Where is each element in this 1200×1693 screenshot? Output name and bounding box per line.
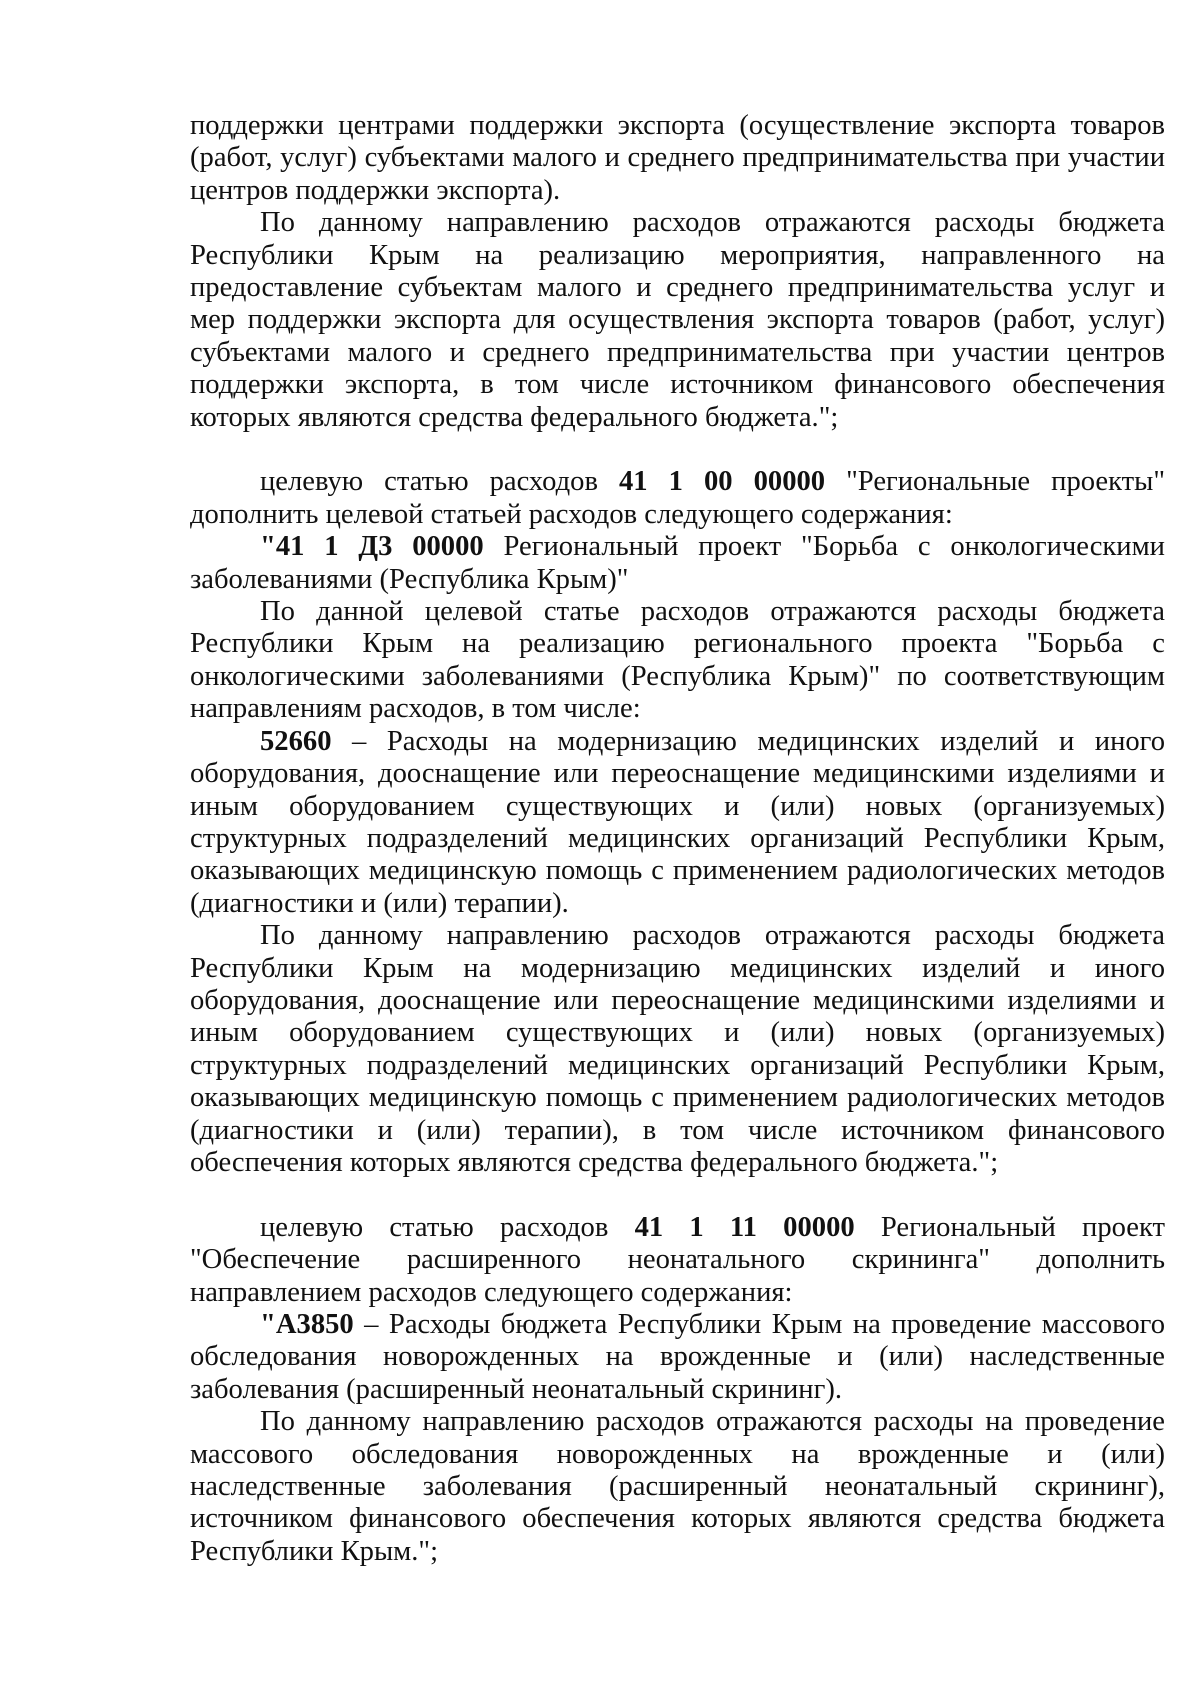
paragraph-6-text: – Расходы на модернизацию медицинских изделий и иного оборудования, дооснащение или переоснащение медицинскими изделиями и иным оборудованием существующих и (или) новых (организуемых) структурных подразделений медицинских организаций Республики Крым, оказывающих медицинскую помощь с применением радиологических методов (диагностики и (или) терапии). bbox=[190, 725, 1165, 919]
paragraph-9-text: – Расходы бюджета Республики Крым на проведение массового обследования новорожденных на врожденные и (или) наследственные заболевания (расширенный неонатальный скрининг). bbox=[190, 1309, 1165, 1405]
paragraph-8-lead: целевую статью расходов bbox=[260, 1211, 635, 1243]
paragraph-3-tail: "Региональные проекты" дополнить целевой статьей расходов следующего содержания: bbox=[190, 466, 1165, 530]
expense-direction-code: 52660 bbox=[260, 725, 332, 757]
paragraph-3-lead: целевую статью расходов bbox=[260, 466, 619, 498]
expense-direction-code-2: "А3850 bbox=[260, 1309, 354, 1340]
paragraph-1: поддержки центрами поддержки экспорта (осуществление экспорта товаров (работ, услуг) субъектами малого и среднего предпринимательства при участии центров поддержки экспорта). bbox=[190, 110, 1165, 206]
target-article-code-2: 41 1 11 00000 bbox=[634, 1211, 855, 1243]
paragraph-2: По данному направлению расходов отражаются расходы бюджета Республики Крым на реализацию мероприятия, направленного на предоставление субъектам малого и среднего предпринимательства услуг и мер поддержки экспорта для осуществления экспорта товаров (работ, услуг) субъектами малого и среднего предпринимательства при участии центров поддержки экспорта, в том числе источником финансового обеспечения которых являются средства федерального бюджета."; bbox=[190, 207, 1165, 433]
paragraph-4-text: Региональный проект "Борьба с онкологическими заболеваниями (Республика Крым)" bbox=[190, 531, 1165, 595]
paragraph-7: По данному направлению расходов отражаются расходы бюджета Республики Крым на модернизацию медицинских изделий и иного оборудования, дооснащение или переоснащение медицинскими изделиями и иным оборудованием существующих и (или) новых (организуемых) структурных подразделений медицинских организаций Республики Крым, оказывающих медицинскую помощь с применением радиологических методов (диагностики и (или) терапии), в том числе источником финансового обеспечения которых являются средства федерального бюджета."; bbox=[190, 920, 1165, 1178]
paragraph-6 bbox=[190, 726, 1165, 920]
paragraph-8 bbox=[190, 1212, 1165, 1309]
target-article-code: 41 1 00 00000 bbox=[618, 466, 826, 498]
paragraph-9 bbox=[190, 1309, 1165, 1406]
regional-project-code: "41 1 Д3 00000 bbox=[260, 531, 484, 563]
paragraph-8-tail: Региональный проект "Обеспечение расширенного неонатального скрининга" дополнить направлением расходов следующего содержания: bbox=[190, 1211, 1166, 1308]
paragraph-4 bbox=[190, 531, 1165, 596]
paragraph-10: По данному направлению расходов отражаются расходы на проведение массового обследования новорожденных на врожденные и (или) наследственные заболевания (расширенный неонатальный скрининг), источником финансового обеспечения которых являются средства бюджета Республики Крым."; bbox=[190, 1406, 1165, 1567]
paragraph-5: По данной целевой статье расходов отражаются расходы бюджета Республики Крым на реализацию регионального проекта "Борьба с онкологическими заболеваниями (Республика Крым)" по соответствующим направлениям расходов, в том числе: bbox=[190, 596, 1165, 725]
paragraph-3 bbox=[190, 466, 1165, 531]
